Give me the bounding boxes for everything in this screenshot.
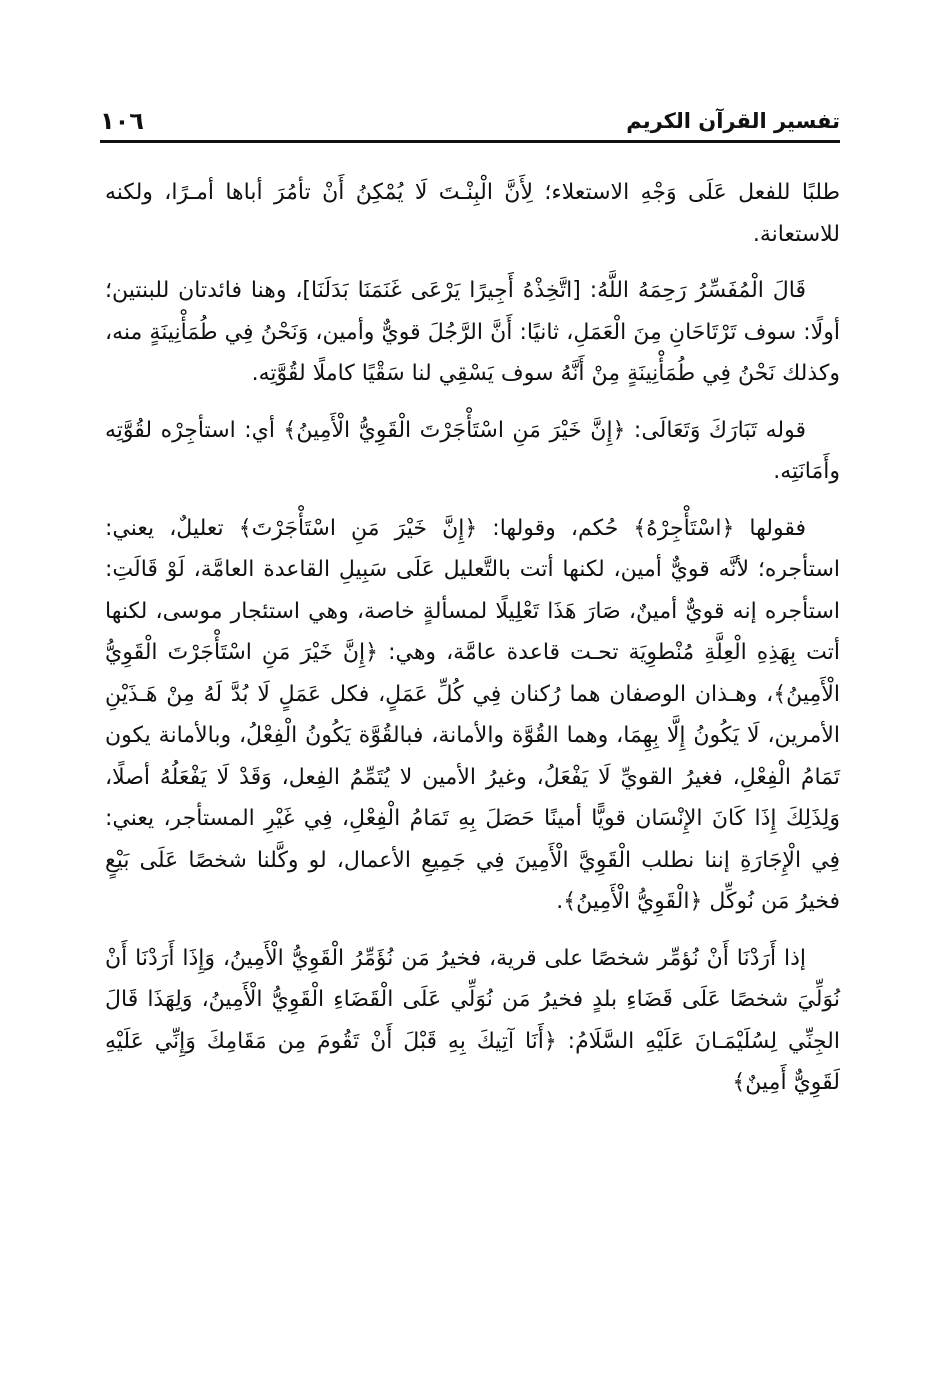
- paragraph: طلبًا للفعل عَلَى وَجْهِ الاستعلاء؛ لِأَنَّ الْبِنْـتَ لَا يُمْكِنُ أَنْ تأمُرَ أباها أمـرًا، ولكنه للاستعانة.: [105, 180, 840, 247]
- running-title: تفسير القرآن الكريم: [626, 109, 840, 133]
- paragraph: إذا أَرَدْنَا أَنْ نُؤمِّر شخصًا على قرية، فخيرُ مَن نُؤَمِّرُ الْقَوِيُّ الْأَمِينُ، وَإِذَا أَرَدْنَا أَنْ نُوَلِّيَ شخصًا عَلَى قَضَاءِ بلدٍ فخيرُ مَن نُوَلِّي عَلَى الْقَضَاءِ الْقَوِيُّ الْأَمِينُ، وَلِهَذَا قَالَ الجِنِّي لِسُلَيْمَـانَ عَلَيْهِ السَّلَامُ: ﴿أَنَا آتِيكَ بِهِ قَبْلَ أَنْ تَقُومَ مِن مَقَامِكَ وَإِنِّي عَلَيْهِ لَقَوِيٌّ أَمِينٌ﴾: [105, 945, 840, 1095]
- body-text: [105, 172, 840, 1119]
- paragraph: فقولها ﴿اسْتَأْجِرْهُ﴾ حُكم، وقولها: ﴿إِنَّ خَيْرَ مَنِ اسْتَأْجَرْتَ﴾ تعليلٌ، يعني: استأجره؛ لأنَّه قويٌّ أمين، لكنها أتت بالتَّعليل عَلَى سَبِيلِ القاعدة العامَّة، لَوْ قَالَتِ: استأجره إنه قويٌّ أمينٌ، صَارَ هَذَا تَعْلِيلًا لمسألةٍ خاصة، وهي استئجار موسى، لكنها أتت بِهَذِهِ الْعِلَّةِ مُنْطوِيَة تحـت قاعدة عامَّة، وهي: ﴿إِنَّ خَيْرَ مَنِ اسْتَأْجَرْتَ الْقَوِيُّ الْأَمِينُ﴾، وهـذان الوصفان هما رُكنان فِي كُلِّ عَمَلٍ، فكل عَمَلٍ لَا بُدَّ لَهُ مِنْ هَـذَيْنِ الأمرين، لَا يَكُونُ إِلَّا بِهِمَا، وهما القُوَّة والأمانة، فبالقُوَّة يَكُونُ الْفِعْلُ، وبالأمانة يكون تَمَامُ الْفِعْلِ، فغيرُ القويِّ لَا يَفْعَلُ، وغيرُ الأمين لا يُتَمِّمُ الفِعل، وَقَدْ لَا يَفْعَلُهُ أصلًا، وَلِذَلِكَ إِذَا كَانَ الإِنْسَان قويًّا أمينًا حَصَلَ بِهِ تَمَامُ الْفِعْلِ، فِي غَيْرِ المستأجر، يعني: فِي الْإِجَارَةِ إننا نطلب الْقَوِيَّ الْأَمِينَ فِي جَمِيعِ الأعمال، لو وكَّلنا شخصًا عَلَى بَيْعٍ فخيرُ مَن نُوكِّل ﴿الْقَوِيُّ الْأَمِينُ﴾.: [105, 515, 840, 914]
- page-number: ١٠٦: [100, 107, 144, 135]
- paragraph: قوله تَبَارَكَ وَتَعَالَى: ﴿إِنَّ خَيْرَ مَنِ اسْتَأْجَرْتَ الْقَوِيُّ الْأَمِينُ﴾ أي: استأجِرْه لقُوَّتِه وأَمَانَتِه.: [105, 417, 840, 484]
- paragraph: قَالَ الْمُفَسِّرُ رَحِمَهُ اللَّهُ: [اتَّخِذْهُ أَجِيرًا يَرْعَى غَنَمَنَا بَدَلَنَا]، وهنا فائدتان للبنتين؛ أولًا: سوف تَرْتَاحَانِ مِنَ الْعَمَلِ، ثانيًا: أَنَّ الرَّجُلَ قويٌّ وأمين، وَنَحْنُ فِي طُمَأْنِينَةٍ منه، وكذلك نَحْنُ فِي طُمَأْنِينَةٍ مِنْ أَنَّهُ سوف يَسْقِي لنا سَقْيًا كاملًا لقُوَّتِه.: [105, 278, 840, 386]
- page-header: [100, 96, 840, 136]
- header-divider: [100, 140, 840, 143]
